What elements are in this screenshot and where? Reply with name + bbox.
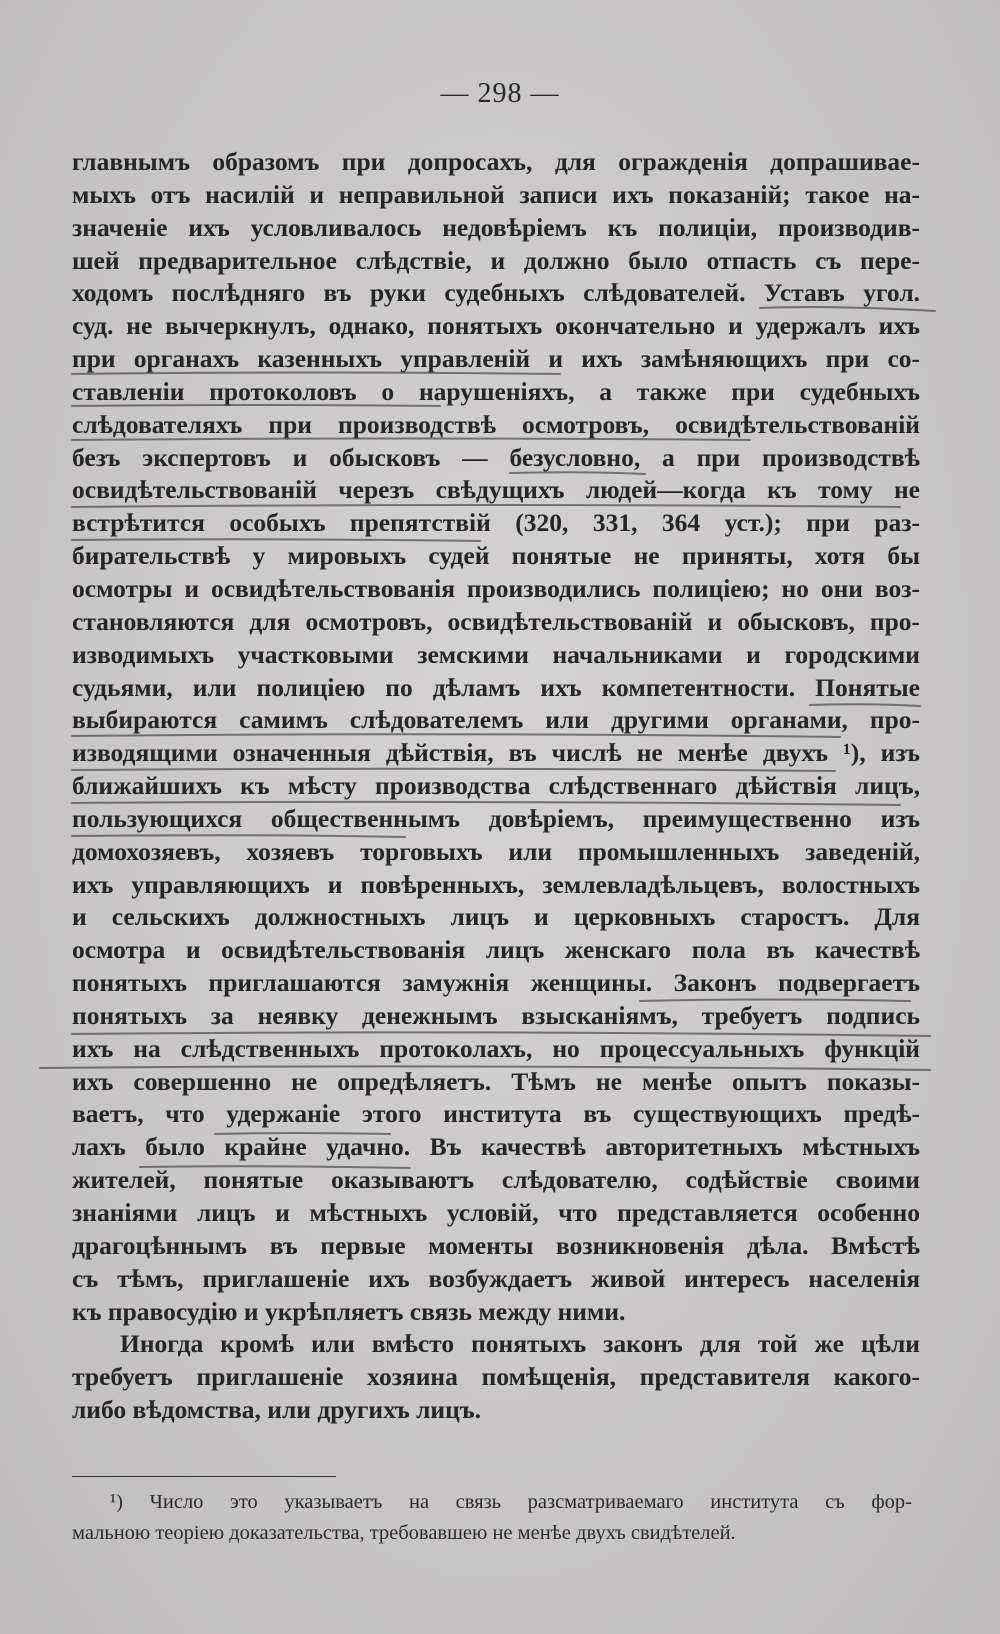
page-number: — 298 — — [440, 78, 560, 109]
text-line: къ правосудію и укрѣпляетъ связь между ними. — [72, 1296, 626, 1326]
text-line: освидѣтельствованій черезъ свѣдущихъ людей—когда къ тому не — [72, 475, 920, 505]
text-line: изводящими означенныя дѣйствія, въ числѣ не менѣе двухъ ¹), изъ — [72, 738, 920, 768]
text-line: при органахъ казенныхъ управленій и ихъ замѣняющихъ при со- — [72, 344, 920, 374]
text-line: либо вѣдомства, или другихъ лицъ. — [72, 1395, 482, 1425]
body-text — [72, 146, 920, 1427]
text-line: осмотра и освидѣтельствованія лицъ женскаго пола въ качествѣ — [72, 935, 920, 965]
text-line: ваетъ, что удержаніе этого института въ существующихъ предѣ- — [72, 1099, 920, 1129]
text-line: понятыхъ за неявку денежнымъ взысканіямъ, требуетъ подпись — [72, 1000, 920, 1030]
text-line: бирательствѣ у мировыхъ судей понятые не приняты, хотя бы — [72, 541, 920, 571]
text-line: понятыхъ приглашаются замужнія женщины. Законъ подвергаетъ — [72, 968, 920, 998]
text-line: требуетъ приглашеніе хозяина помѣщенія, представителя какого- — [72, 1362, 920, 1392]
text-line: суд. не вычеркнулъ, однако, понятыхъ окончательно и удержалъ ихъ — [72, 311, 920, 341]
text-line: слѣдователяхъ при производствѣ осмотровъ, освидѣтельствованій — [72, 409, 920, 439]
text-line: ихъ управляющихъ и повѣренныхъ, землевладѣльцевъ, волостныхъ — [72, 869, 920, 899]
text-line: знаніями лицъ и мѣстныхъ условій, что представляется особенно — [72, 1198, 920, 1227]
text-line: ближайшихъ къ мѣсту производства слѣдственнаго дѣйствія лицъ, — [72, 771, 920, 801]
text-line: ставленіи протоколовъ о нарушеніяхъ, а также при судебныхъ — [72, 376, 920, 406]
text-line: ихъ совершенно не опредѣляетъ. Тѣмъ не менѣе опытъ показы- — [72, 1066, 920, 1096]
paragraph-2 — [72, 1328, 920, 1427]
text-line: осмотры и освидѣтельствованія производились полиціею; но они воз- — [72, 573, 920, 603]
text-line: мыхъ отъ насилій и неправильной записи ихъ показаній; такое на- — [72, 179, 920, 209]
text-line: драгоцѣннымъ въ первые моменты возникновенія дѣла. Вмѣстѣ — [72, 1230, 920, 1260]
text-line: встрѣтится особыхъ препятствій (320, 331, 364 уст.); при раз- — [72, 508, 920, 538]
text-line: значеніе ихъ условливалось недовѣріемъ къ полиціи, производив- — [72, 212, 920, 242]
text-line: и сельскихъ должностныхъ лицъ и церковныхъ старостъ. Для — [72, 902, 920, 932]
paragraph-1 — [72, 146, 920, 1328]
text-line: домохозяевъ, хозяевъ торговыхъ или промышленныхъ заведеній, — [72, 836, 920, 866]
text-line: съ тѣмъ, приглашеніе ихъ возбуждаетъ живой интересъ населенія — [72, 1263, 920, 1293]
text-line: судьями, или полиціею по дѣламъ ихъ компетентности. Понятые — [72, 672, 920, 702]
footnote-line: ¹) Число это указываетъ на связь разсматриваемаго института съ фор- — [110, 1491, 912, 1513]
text-line: Иногда кромѣ или вмѣсто понятыхъ законъ для той же цѣли — [120, 1329, 920, 1359]
footnote-line: мальною теоріею доказательства, требовавшею не менѣе двухъ свидѣтелей. — [72, 1522, 736, 1544]
text-line: изводимыхъ участковыми земскими начальниками и городскими — [72, 639, 920, 669]
text-line: становляются для осмотровъ, освидѣтельствованій и обысковъ, про- — [72, 606, 920, 636]
text-line: жителей, понятые оказываютъ слѣдователю, содѣйствіе своими — [72, 1165, 920, 1195]
text-line: шей предварительное слѣдствіе, и должно было отпасть съ пере- — [72, 245, 920, 275]
footnote-divider — [72, 1476, 336, 1477]
text-line: лахъ было крайне удачно. Въ качествѣ авторитетныхъ мѣстныхъ — [72, 1132, 920, 1162]
text-line: главнымъ образомъ при допросахъ, для огражденія допрашивае- — [72, 147, 920, 176]
text-line: ходомъ послѣдняго въ руки судебныхъ слѣдователей. Уставъ угол. — [72, 278, 920, 308]
text-line: пользующихся общественнымъ довѣріемъ, преимущественно изъ — [72, 803, 920, 833]
text-line: выбираются самимъ слѣдователемъ или другими органами, про- — [72, 705, 920, 735]
text-line: безъ экспертовъ и обысковъ — безусловно, а при производствѣ — [72, 442, 920, 472]
footnote — [72, 1487, 912, 1549]
text-line: ихъ на слѣдственныхъ протоколахъ, но процессуальныхъ функцій — [72, 1033, 920, 1063]
